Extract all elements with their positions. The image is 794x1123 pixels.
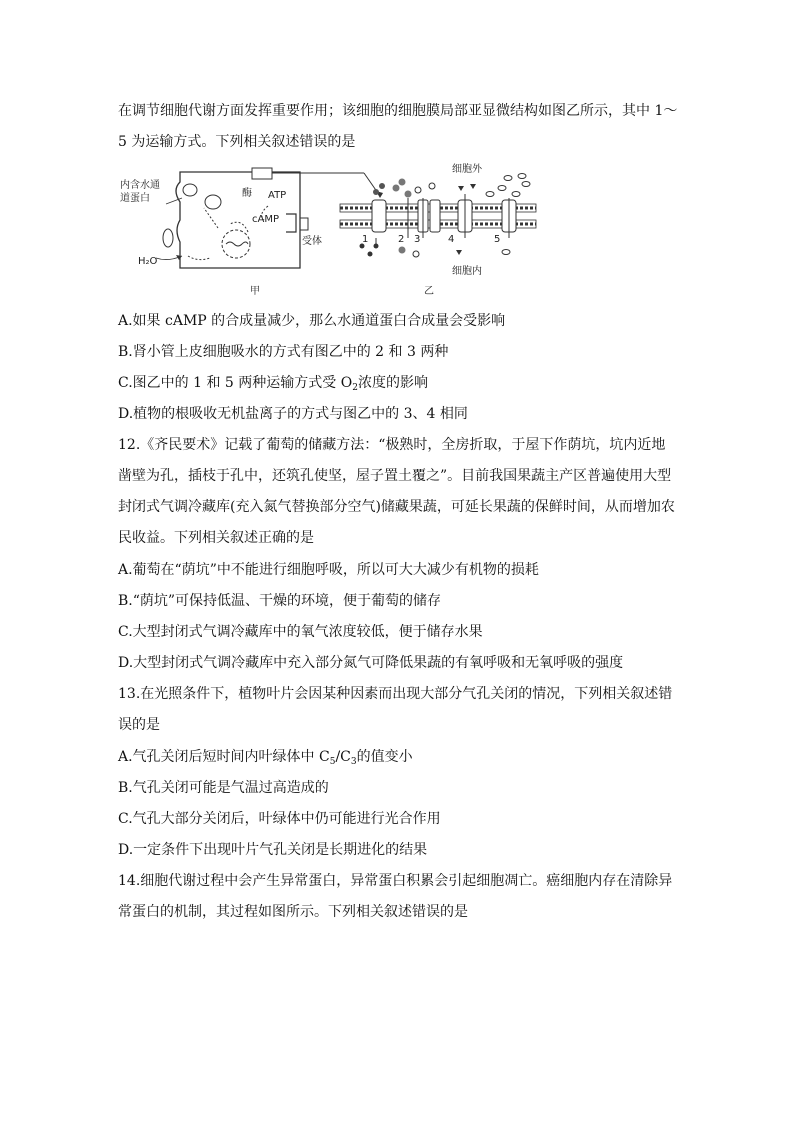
q13-stem-2: 误的是 (118, 717, 160, 733)
q12-stem-1: 12.《齐民要术》记载了葡萄的储藏方法：“极熟时，全房折取，于屋下作荫坑，坑内近地 (118, 437, 666, 453)
q13-a-text-2: /C (335, 749, 351, 765)
q11-option-c (118, 373, 678, 398)
q12-stem-2: 凿壁为孔，插枝于孔中，还筑孔使坚，屋子置土覆之”。目前我国果蔬主产区普遍使用大型 (118, 468, 672, 484)
label-transport-4: 4 (448, 234, 455, 245)
q13-option-a (118, 747, 678, 772)
q11-option-d: D.植物的根吸收无机盐离子的方式与图乙中的 3、4 相同 (118, 406, 468, 422)
aquaporin-vesicle-1 (183, 184, 197, 196)
q13-option-d: D.一定条件下出现叶片气孔关闭是长期进化的结果 (118, 842, 428, 858)
q13-a-text-3: 的值变小 (356, 749, 413, 765)
q11-option-a: A.如果 cAMP 的合成量减少，那么水通道蛋白合成量会受影响 (118, 313, 506, 329)
aquaporin-vesicle-2 (205, 195, 221, 209)
q11-c-subscript: 2 (352, 383, 358, 393)
membrane-patch-box (252, 168, 272, 179)
label-inside: 细胞内 (452, 266, 482, 277)
label-receptor: 受体 (302, 236, 322, 247)
aquaporin-vesicle-3 (163, 229, 173, 247)
label-h2o: H₂O (138, 256, 158, 267)
label-atp: ATP (268, 190, 287, 201)
q12-option-d: D.大型封闭式气调冷藏库中充入部分氮气可降低果蔬的有氧呼吸和无氧呼吸的强度 (118, 655, 624, 671)
receptor-shape (286, 214, 296, 232)
cell-diagram-jia (120, 168, 383, 297)
q14-stem-1: 14.细胞代谢过程中会产生异常蛋白，异常蛋白积累会引起细胞凋亡。癌细胞内存在清除异 (118, 873, 673, 889)
q12-option-b: B.“荫坑”可保持低温、干燥的环境，便于葡萄的储存 (118, 593, 442, 609)
intro-line-1: 在调节细胞代谢方面发挥重要作用；该细胞的细胞膜局部亚显微结构如图乙所示，其中 1～ (118, 103, 678, 119)
label-aquaporin-2: 道蛋白 (120, 193, 150, 204)
intro-line-2: 5 为运输方式。下列相关叙述错误的是 (118, 134, 356, 150)
q13-a-subscript-2: 3 (350, 757, 357, 767)
q11-c-text-2: 浓度的影响 (357, 375, 428, 391)
q12-option-a: A.葡萄在“荫坑”中不能进行细胞呼吸，所以可大大减少有机物的损耗 (118, 562, 539, 578)
q13-option-c: C.气孔大部分关闭后，叶绿体中仍可能进行光合作用 (118, 811, 441, 827)
caption-yi: 乙 (424, 286, 434, 297)
label-aquaporin-1: 内含水通 (120, 180, 160, 191)
q13-a-text-1: A.气孔关闭后短时间内叶绿体中 C (118, 749, 330, 765)
caption-jia: 甲 (250, 286, 260, 297)
q13-a-subscript-1: 5 (329, 757, 336, 767)
membrane-diagram-yi (340, 162, 536, 297)
membrane-figure (118, 158, 538, 300)
q14-stem-2: 常蛋白的机制，其过程如图所示。下列相关叙述错误的是 (118, 904, 468, 920)
q12-stem-3: 封闭式气调冷藏库(充入氮气替换部分空气)储藏果蔬，可延长果蔬的保鲜时间，从而增加农 (118, 499, 675, 515)
label-camp: cAMP (252, 214, 279, 225)
q12-option-c: C.大型封闭式气调冷藏库中的氧气浓度较低，便于储存水果 (118, 624, 483, 640)
label-transport-1: 1 (362, 234, 369, 245)
q13-option-b: B.气孔关闭可能是气温过高造成的 (118, 780, 329, 796)
carrier-protein-1 (372, 200, 386, 232)
q11-option-b: B.肾小管上皮细胞吸水的方式有图乙中的 2 和 3 两种 (118, 344, 449, 360)
channel-protein-b (430, 200, 440, 232)
q11-c-text-1: C.图乙中的 1 和 5 两种运输方式受 O (118, 375, 353, 391)
label-transport-3: 3 (414, 234, 421, 245)
label-transport-2: 2 (398, 234, 405, 245)
label-transport-5: 5 (494, 234, 501, 245)
label-enzyme: 酶 (242, 188, 252, 199)
label-outside: 细胞外 (452, 164, 482, 175)
q12-stem-4: 民收益。下列相关叙述正确的是 (118, 530, 314, 546)
q13-stem-1: 13.在光照条件下，植物叶片会因某种因素而出现大部分气孔关闭的情况，下列相关叙述错 (118, 686, 673, 702)
